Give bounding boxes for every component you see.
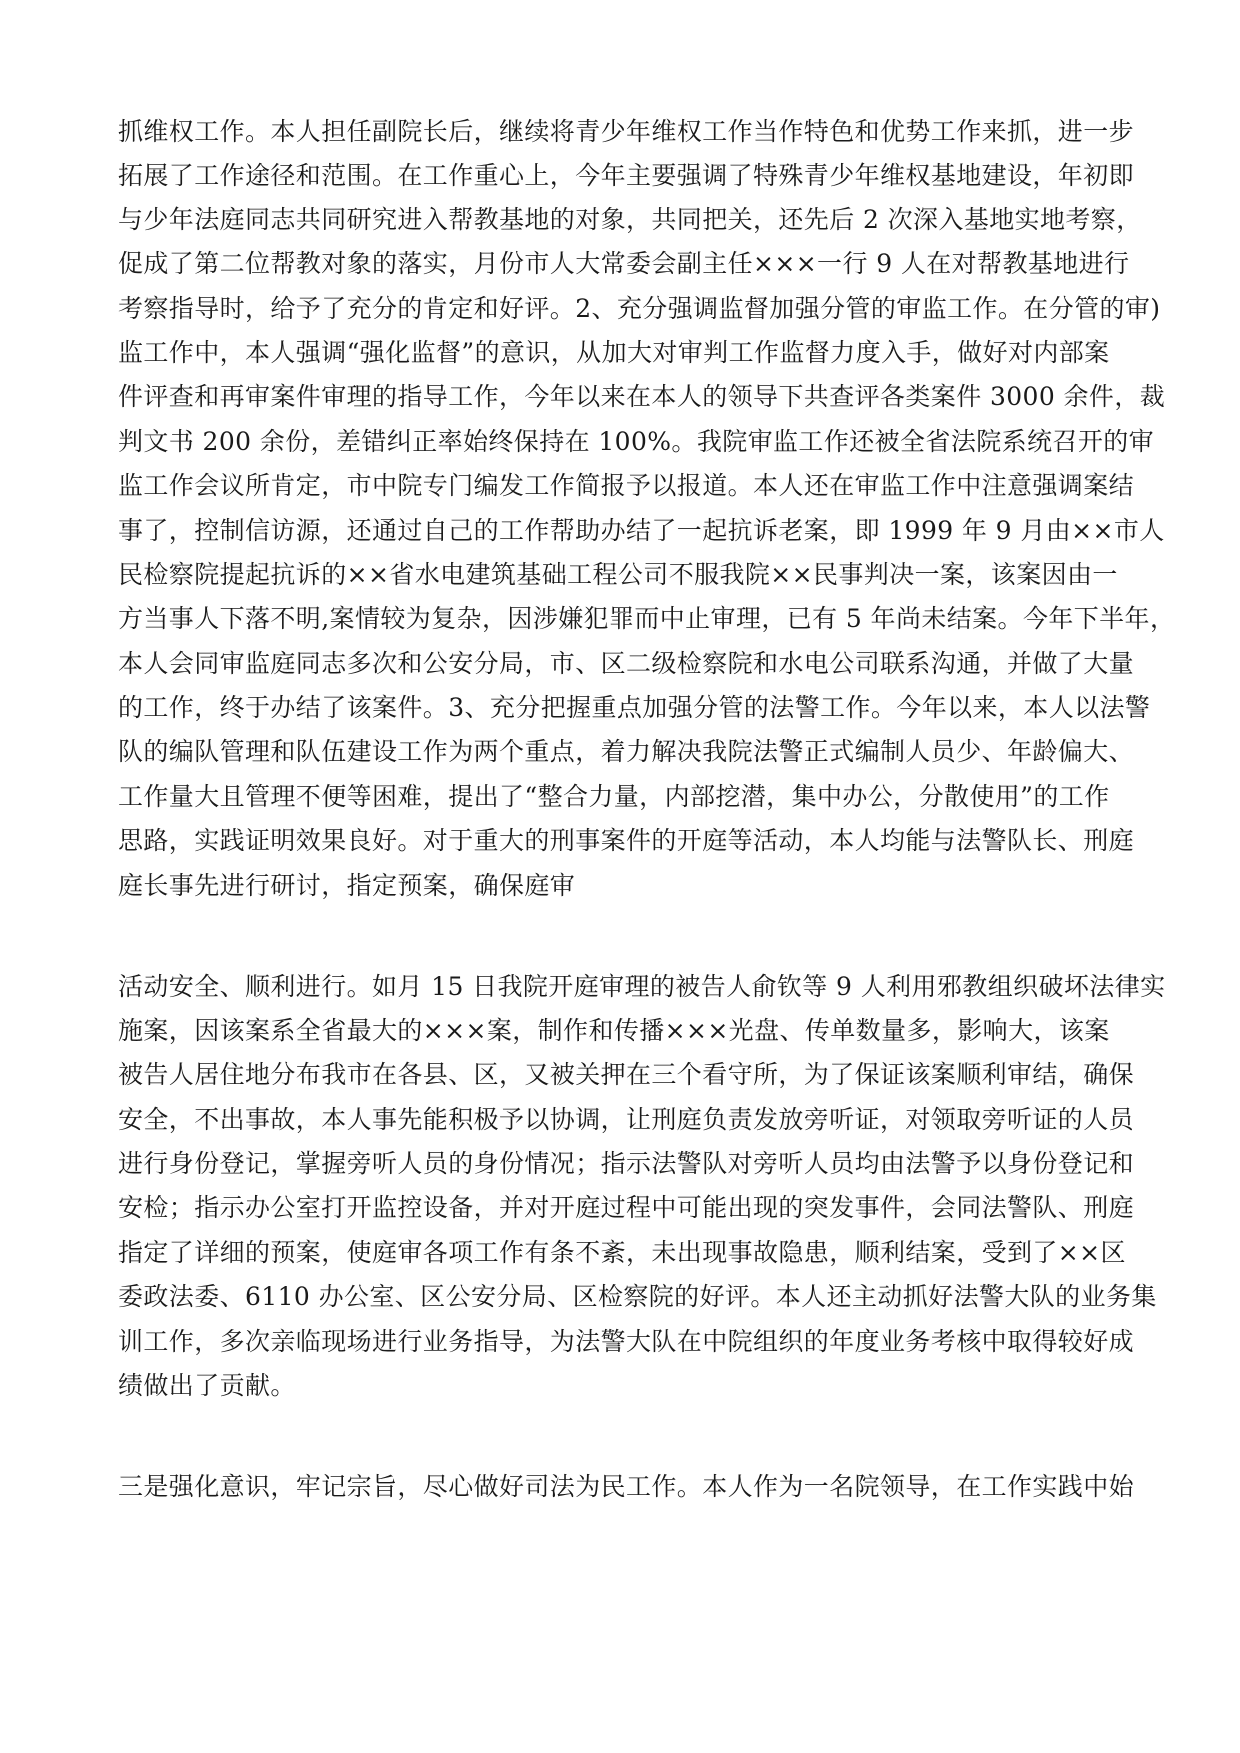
text-line: 促成了第二位帮教对象的落实，月份市人大常委会副主任×××一行 9 人在对帮教基地进行 [118, 249, 1130, 278]
text-line: 绩做出了贡献。 [118, 1371, 296, 1400]
text-line: 队的编队管理和队伍建设工作为两个重点，着力解决我院法警正式编制人员少、年龄偏大、 [118, 737, 1135, 766]
text-line: 施案，因该案系全省最大的×××案，制作和传播×××光盘、传单数量多，影响大，该案 [118, 1016, 1110, 1045]
text-line: 安检；指示办公室打开监控设备，并对开庭过程中可能出现的突发事件，会同法警队、刑庭 [118, 1193, 1135, 1222]
text-line: 与少年法庭同志共同研究进入帮教基地的对象，共同把关，还先后 2 次深入基地实地考察， [118, 205, 1142, 234]
text-line: 拓展了工作途径和范围。在工作重心上，今年主要强调了特殊青少年维权基地建设，年初即 [118, 161, 1135, 190]
text-line: 民检察院提起抗诉的××省水电建筑基础工程公司不服我院××民事判决一案，该案因由一 [118, 560, 1118, 589]
text-line: 判文书 200 余份，差错纠正率始终保持在 100%。我院审监工作还被全省法院系统召开的审 [118, 427, 1155, 456]
text-line: 安全，不出事故，本人事先能积极予以协调，让刑庭负责发放旁听证，对领取旁听证的人员 [118, 1105, 1135, 1134]
text-line: 事了，控制信访源，还通过自己的工作帮助办结了一起抗诉老案，即 1999 年 9 月由××市人 [118, 516, 1165, 545]
text-line: 活动安全、顺利进行。如月 15 日我院开庭审理的被告人俞钦等 9 人利用邪教组织破坏法律实 [118, 972, 1166, 1001]
text-line: 训工作，多次亲临现场进行业务指导，为法警大队在中院组织的年度业务考核中取得较好成 [118, 1327, 1135, 1356]
text-line: 的工作，终于办结了该案件。3、充分把握重点加强分管的法警工作。今年以来，本人以法警 [118, 693, 1151, 722]
text-line: 本人会同审监庭同志多次和公安分局，市、区二级检察院和水电公司联系沟通，并做了大量 [118, 649, 1135, 678]
text-line: 工作量大且管理不便等困难，提出了“整合力量，内部挖潜，集中办公，分散使用”的工作 [118, 782, 1110, 811]
text-line: 方当事人下落不明,案情较为复杂，因涉嫌犯罪而中止审理，已有 5 年尚未结案。今年下半年， [118, 604, 1176, 633]
text-line: 考察指导时，给予了充分的肯定和好评。2、充分强调监督加强分管的审监工作。在分管的审) [118, 294, 1161, 323]
text-line: 委政法委、6110 办公室、区公安分局、区检察院的好评。本人还主动抓好法警大队的业务集 [118, 1282, 1157, 1311]
text-line: 进行身份登记，掌握旁听人员的身份情况；指示法警队对旁听人员均由法警予以身份登记和 [118, 1149, 1135, 1178]
text-line: 件评查和再审案件审理的指导工作，今年以来在本人的领导下共查评各类案件 3000 余件，裁 [118, 382, 1166, 411]
text-line: 被告人居住地分布我市在各县、区，又被关押在三个看守所，为了保证该案顺利审结，确保 [118, 1060, 1135, 1089]
text-line: 监工作会议所肯定，市中院专门编发工作简报予以报道。本人还在审监工作中注意强调案结 [118, 471, 1135, 500]
text-line: 庭长事先进行研讨，指定预案，确保庭审 [118, 871, 576, 900]
text-line: 思路，实践证明效果良好。对于重大的刑事案件的开庭等活动，本人均能与法警队长、刑庭 [118, 826, 1135, 855]
text-line: 抓维权工作。本人担任副院长后，继续将青少年维权工作当作特色和优势工作来抓，进一步 [118, 117, 1135, 146]
text-line: 指定了详细的预案，使庭审各项工作有条不紊，未出现事故隐患，顺利结案，受到了××区 [118, 1238, 1126, 1267]
text-line: 三是强化意识，牢记宗旨，尽心做好司法为民工作。本人作为一名院领导，在工作实践中始 [118, 1472, 1135, 1501]
text-line: 监工作中，本人强调“强化监督”的意识，从加大对审判工作监督力度入手，做好对内部案 [118, 338, 1110, 367]
